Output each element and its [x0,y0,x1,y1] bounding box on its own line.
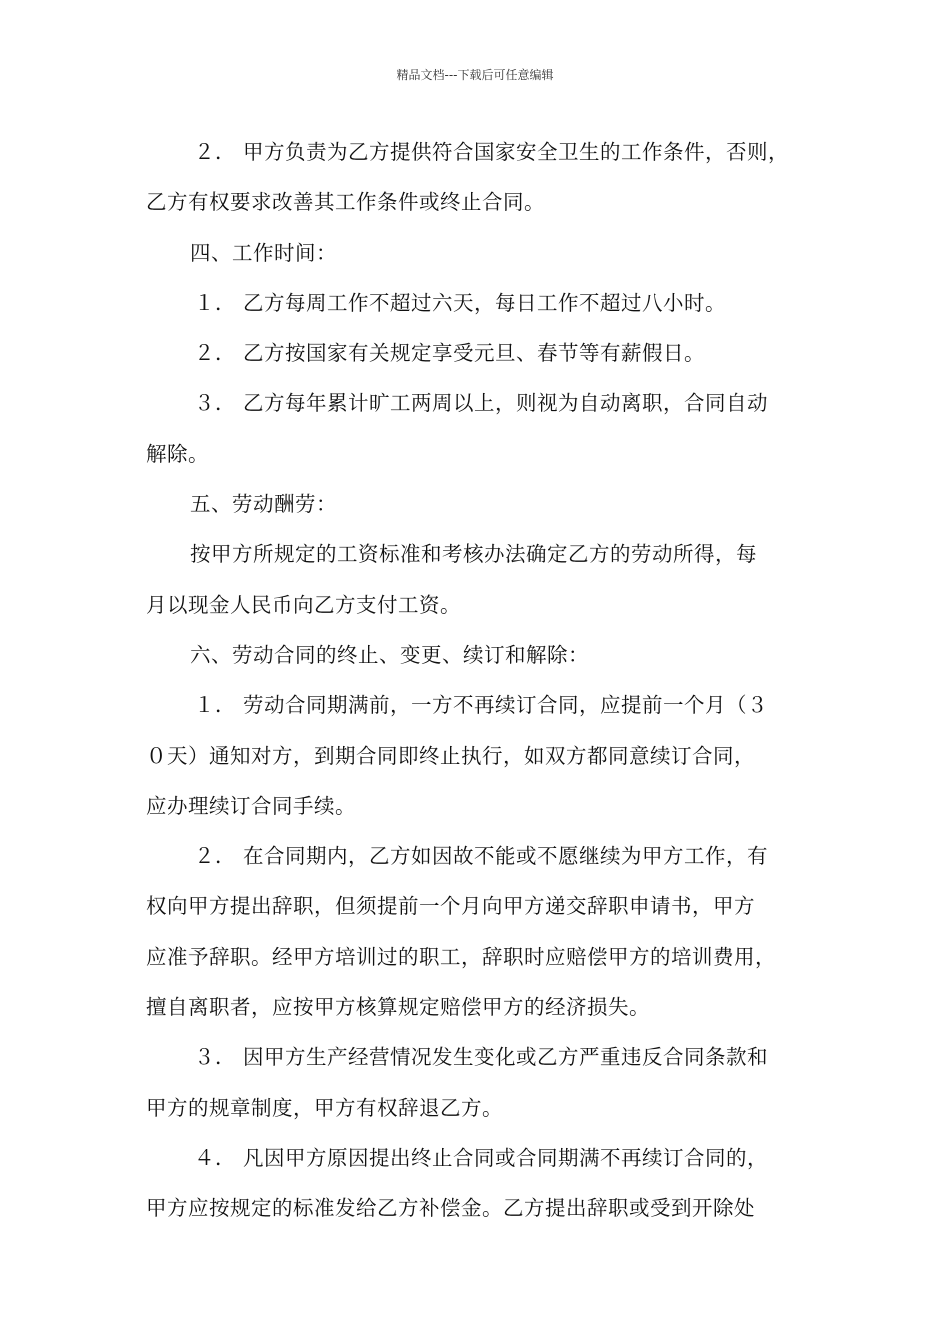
paragraph-line: 权向甲方提出辞职，但须提前一个月向甲方递交辞职申请书，甲方 [146,894,755,919]
paragraph-line: 擅自离职者，应按甲方核算规定赔偿甲方的经济损失。 [146,995,650,1020]
paragraph-line: 月以现金人民币向乙方支付工资。 [146,592,461,617]
paragraph-line: ４． 凡因甲方原因提出终止合同或合同期满不再续订合同的， [194,1145,769,1170]
paragraph-line: 应办理续订合同手续。 [146,793,356,818]
paragraph-line: 按甲方所规定的工资标准和考核办法确定乙方的劳动所得，每 [190,542,757,567]
section-heading-remuneration: 五、劳动酬劳： [190,492,337,517]
section-heading-work-time: 四、工作时间： [190,240,337,265]
paragraph-line: ３． 乙方每年累计旷工两周以上，则视为自动离职，合同自动 [194,391,769,416]
paragraph-line: 甲方应按规定的标准发给乙方补偿金。乙方提出辞职或受到开除处 [146,1196,755,1221]
paragraph-line: ２． 甲方负责为乙方提供符合国家安全卫生的工作条件，否则， [194,140,790,164]
paragraph-line: １． 劳动合同期满前，一方不再续订合同，应提前一个月（３ [194,693,769,718]
paragraph-line: 甲方的规章制度，甲方有权辞退乙方。 [146,1095,503,1120]
document-body [146,127,810,1234]
paragraph-line: 应准予辞职。经甲方培训过的职工，辞职时应赔偿甲方的培训费用， [146,944,776,969]
section-heading-contract-termination: 六、劳动合同的终止、变更、续订和解除： [190,642,589,667]
paragraph-line: ０天）通知对方，到期合同即终止执行，如双方都同意续订合同， [146,743,755,768]
paragraph-line: 乙方有权要求改善其工作条件或终止合同。 [146,190,545,215]
page-header: 精品文档---下载后可任意编辑 [396,68,554,82]
paragraph-line: ３． 因甲方生产经营情况发生变化或乙方严重违反合同条款和 [194,1045,769,1070]
paragraph-line: ２． 在合同期内，乙方如因故不能或不愿继续为甲方工作，有 [194,844,769,869]
paragraph-line: 解除。 [146,441,209,466]
paragraph-line: ２． 乙方按国家有关规定享受元旦、春节等有薪假日。 [194,341,706,366]
paragraph-line: １． 乙方每周工作不超过六天，每日工作不超过八小时。 [194,290,727,315]
